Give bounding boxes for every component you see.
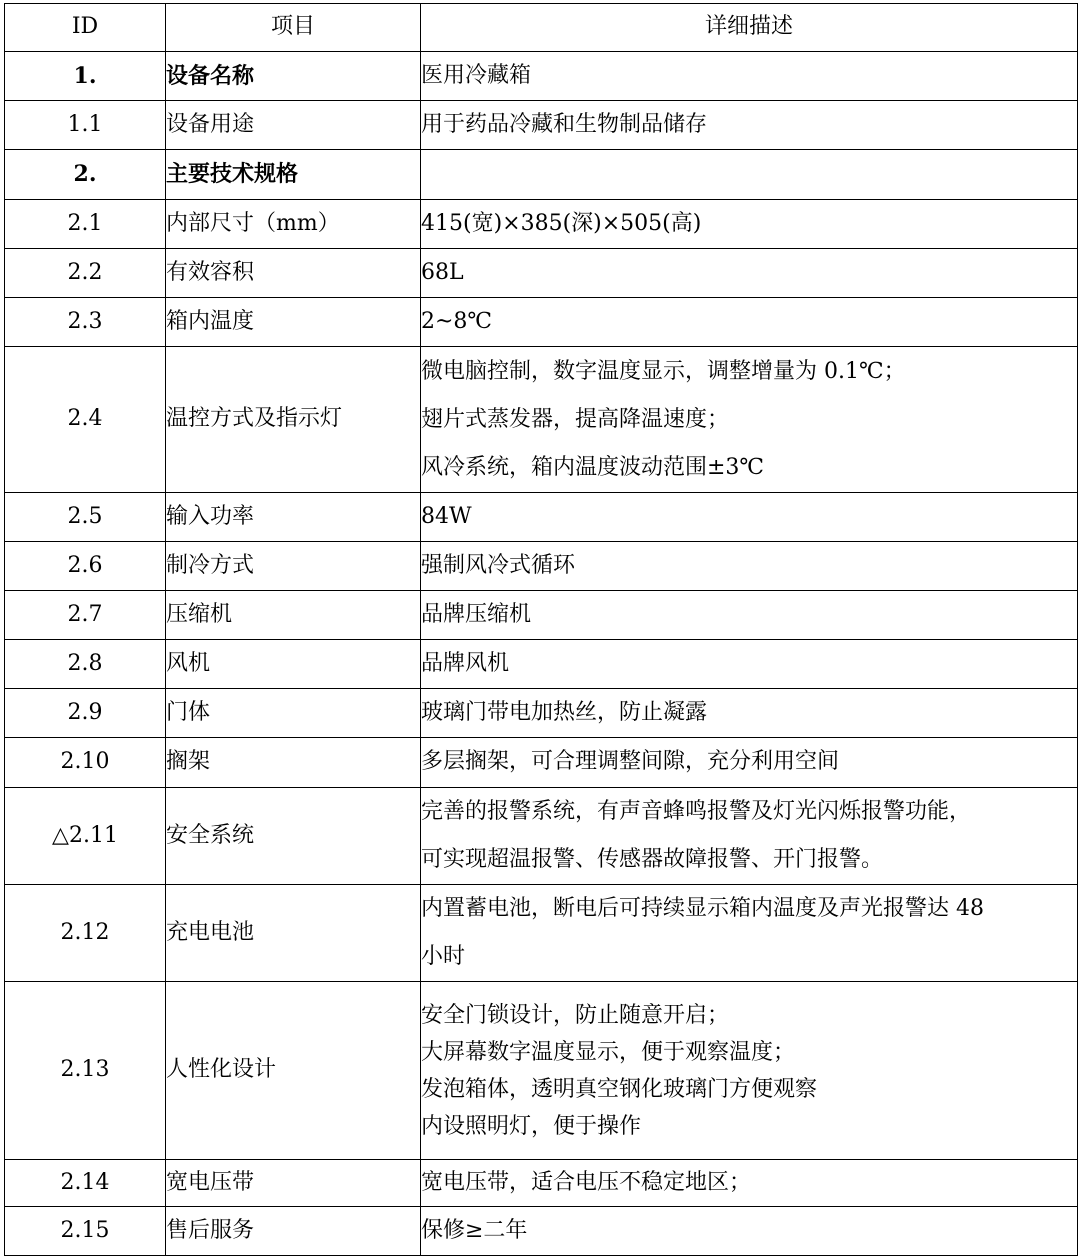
- row-item: 风机: [166, 640, 421, 689]
- row-id: 2.6: [5, 542, 166, 591]
- row-id: 2.: [5, 150, 166, 200]
- row-id: 2.2: [5, 249, 166, 298]
- row-item: 压缩机: [166, 591, 421, 640]
- description-line: 大屏幕数字温度显示，便于观察温度；: [421, 1039, 796, 1065]
- row-item: 有效容积: [166, 249, 421, 298]
- row-id: 2.12: [5, 885, 166, 982]
- row-id: 1.: [5, 52, 166, 101]
- row-item: 宽电压带: [166, 1160, 421, 1207]
- description-line: 医用冷藏箱: [421, 62, 532, 88]
- table-row: [5, 885, 1078, 982]
- spec-table: [4, 3, 1078, 1256]
- description-line: 宽电压带，适合电压不稳定地区；: [421, 1169, 752, 1195]
- row-id: 1.1: [5, 101, 166, 150]
- header-id: ID: [5, 4, 166, 52]
- row-description: [421, 640, 1078, 689]
- row-description: [421, 52, 1078, 101]
- table-row: [5, 982, 1078, 1160]
- table-row: [5, 689, 1078, 738]
- description-line: 可实现超温报警、传感器故障报警、开门报警。: [421, 847, 884, 872]
- table-row: [5, 298, 1078, 347]
- row-item: 制冷方式: [166, 542, 421, 591]
- row-item: 安全系统: [166, 788, 421, 885]
- description-line: 完善的报警系统，有声音蜂鸣报警及灯光闪烁报警功能，: [421, 799, 972, 824]
- header-item: 项目: [166, 4, 421, 52]
- row-item: 主要技术规格: [166, 150, 421, 200]
- row-description: [421, 982, 1078, 1160]
- row-item: 箱内温度: [166, 298, 421, 347]
- row-id: 2.15: [5, 1207, 166, 1256]
- description-line: 品牌压缩机: [421, 601, 532, 627]
- header-row: [5, 4, 1078, 52]
- row-id: 2.5: [5, 493, 166, 542]
- table-row: [5, 52, 1078, 101]
- row-id: 2.13: [5, 982, 166, 1160]
- row-id: △2.11: [5, 788, 166, 885]
- row-description: [421, 298, 1078, 347]
- row-item: 门体: [166, 689, 421, 738]
- table-row: [5, 738, 1078, 788]
- table-row: [5, 249, 1078, 298]
- row-description: [421, 788, 1078, 885]
- table-row: [5, 1160, 1078, 1207]
- row-id: 2.4: [5, 347, 166, 493]
- spec-table-body: [5, 52, 1078, 1256]
- description-line: 多层搁架，可合理调整间隙，充分利用空间: [421, 749, 840, 775]
- description-line: 小时: [421, 944, 466, 969]
- description-line: 发泡箱体，透明真空钢化玻璃门方便观察: [421, 1076, 818, 1102]
- table-row: [5, 1207, 1078, 1256]
- description-line: 68L: [421, 259, 464, 285]
- description-line: 内置蓄电池，断电后可持续显示箱内温度及声光报警达 48: [421, 896, 984, 921]
- description-line: 翅片式蒸发器，提高降温速度；: [421, 406, 730, 432]
- table-row: [5, 200, 1078, 249]
- row-item: 搁架: [166, 738, 421, 788]
- row-item: 内部尺寸（mm）: [166, 200, 421, 249]
- description-line: 玻璃门带电加热丝，防止凝露: [421, 699, 708, 725]
- row-id: 2.3: [5, 298, 166, 347]
- row-id: 2.14: [5, 1160, 166, 1207]
- row-id: 2.8: [5, 640, 166, 689]
- description-line: 品牌风机: [421, 650, 510, 676]
- header-description: 详细描述: [421, 4, 1078, 52]
- row-description: [421, 347, 1078, 493]
- row-description: [421, 689, 1078, 738]
- row-id: 2.9: [5, 689, 166, 738]
- row-item: 售后服务: [166, 1207, 421, 1256]
- description-line: 2~8℃: [421, 308, 493, 334]
- row-description: [421, 101, 1078, 150]
- row-id: 2.1: [5, 200, 166, 249]
- description-line: 用于药品冷藏和生物制品储存: [421, 111, 708, 137]
- row-description: [421, 1207, 1078, 1256]
- description-line: 强制风冷式循环: [421, 552, 576, 578]
- row-description: [421, 542, 1078, 591]
- row-item: 人性化设计: [166, 982, 421, 1160]
- table-row: [5, 542, 1078, 591]
- row-id: 2.10: [5, 738, 166, 788]
- table-row: [5, 150, 1078, 200]
- table-row: [5, 788, 1078, 885]
- row-description: [421, 200, 1078, 249]
- row-description: [421, 493, 1078, 542]
- row-item: 温控方式及指示灯: [166, 347, 421, 493]
- row-item: 充电电池: [166, 885, 421, 982]
- description-line: 安全门锁设计，防止随意开启；: [421, 1002, 730, 1028]
- table-row: [5, 101, 1078, 150]
- table-row: [5, 640, 1078, 689]
- row-description: [421, 1160, 1078, 1207]
- description-line: 保修≥二年: [421, 1217, 528, 1243]
- row-id: 2.7: [5, 591, 166, 640]
- table-row: [5, 493, 1078, 542]
- row-description: [421, 150, 1078, 200]
- description-line: 415(宽)×385(深)×505(高): [421, 210, 702, 236]
- row-description: [421, 885, 1078, 982]
- description-line: 风冷系统，箱内温度波动范围±3℃: [421, 454, 765, 480]
- description-line: 微电脑控制，数字温度显示，调整增量为 0.1℃；: [421, 358, 906, 384]
- row-description: [421, 738, 1078, 788]
- table-row: [5, 591, 1078, 640]
- row-item: 设备名称: [166, 52, 421, 101]
- row-description: [421, 249, 1078, 298]
- description-line: 内设照明灯，便于操作: [421, 1113, 642, 1139]
- row-item: 输入功率: [166, 493, 421, 542]
- row-item: 设备用途: [166, 101, 421, 150]
- table-row: [5, 347, 1078, 493]
- row-description: [421, 591, 1078, 640]
- description-line: 84W: [421, 503, 472, 529]
